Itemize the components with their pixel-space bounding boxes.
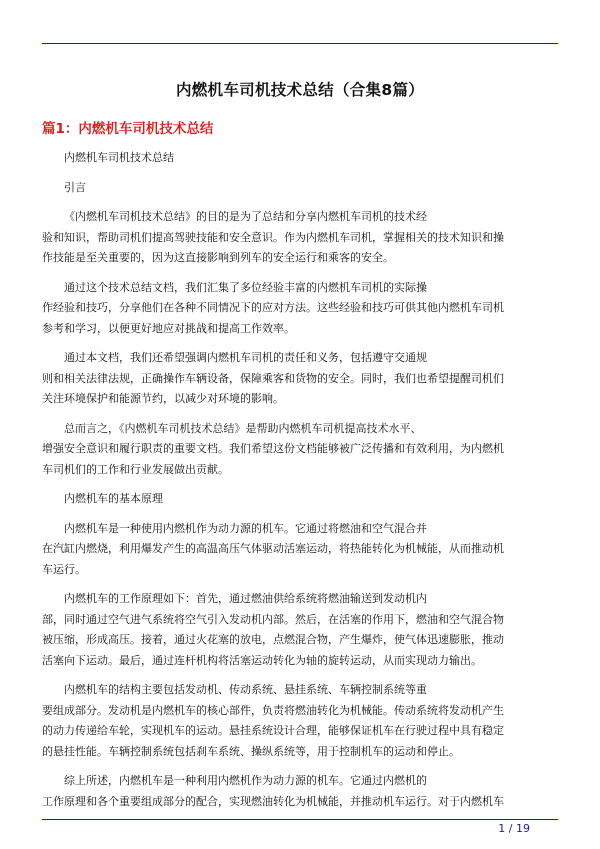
- paragraph: [42, 178, 558, 199]
- header-rule: [42, 43, 558, 44]
- paragraph-line: 的动力传递给车轮，实现机车的运动。悬挂系统设计合理，能够保证机车在行驶过程中具有稳定: [42, 724, 504, 737]
- paragraph-line: 通过这个技术总结文档，我们汇集了多位经验丰富的内燃机车司机的实际操: [64, 280, 427, 294]
- paragraph-line: 要组成部分。发动机是内燃机车的核心部件，负责将燃油转化为机械能。传动系统将发动机产生: [42, 703, 504, 717]
- paragraph-line: 增强安全意识和履行职责的重要文档。我们希望这份文档能够被广泛传播和有效利用，为内燃机: [42, 442, 504, 455]
- paragraph-line: 通过本文档，我们还希望强调内燃机车司机的责任和义务，包括遵守交通规: [64, 351, 427, 364]
- page-number: 1 / 19: [498, 822, 530, 835]
- paragraph: [42, 771, 558, 812]
- paragraph-line: 车司机们的工作和行业发展做出贡献。: [42, 462, 229, 476]
- paragraph-line: 作经验和技巧，分享他们在各种不同情况下的应对方法。这些经验和技巧可供其他内燃机车司机: [42, 301, 504, 314]
- document-title: 内燃机车司机技术总结（合集8篇）: [175, 81, 425, 99]
- paragraph: [42, 519, 558, 581]
- paragraph-line: 综上所述，内燃机车是一种利用内燃机作为动力源的机车。它通过内燃机的: [64, 774, 427, 787]
- paragraph: [42, 489, 558, 510]
- paragraph-line: 内燃机车的结构主要包括发动机、传动系统、悬挂系统、车辆控制系统等重: [64, 683, 427, 696]
- section-heading: 篇1：内燃机车司机技术总结: [42, 121, 214, 137]
- paragraph-line: 验和知识，帮助司机们提高驾驶技能和安全意识。作为内燃机车司机，掌握相关的技术知识和操: [42, 230, 504, 244]
- paragraph-line: 部，同时通过空气进气系统将空气引入发动机内部。然后，在活塞的作用下，燃油和空气混合物: [42, 612, 504, 626]
- paragraph-line: 工作原理和各个重要组成部分的配合，实现燃油转化为机械能，并推动机车运行。对于内燃机车: [42, 794, 504, 808]
- paragraph-line: 内燃机车的基本原理: [64, 492, 163, 505]
- paragraph-line: 引言: [64, 180, 86, 194]
- paragraph-line: 内燃机车是一种使用内燃机作为动力源的机车。它通过将燃油和空气混合并: [64, 521, 427, 535]
- paragraph-line: 被压缩，形成高压。接着，通过火花塞的放电，点燃混合物，产生爆炸，使气体迅速膨胀，推动: [42, 633, 504, 646]
- document-body: [42, 148, 558, 821]
- paragraph: [42, 207, 558, 269]
- paragraph-line: 参考和学习，以便更好地应对挑战和提高工作效率。: [42, 321, 295, 335]
- paragraph-line: 作技能是至关重要的，因为这直接影响到列车的安全运行和乘客的安全。: [42, 251, 394, 264]
- paragraph-line: 内燃机车司机技术总结: [64, 151, 174, 164]
- paragraph: [42, 589, 558, 671]
- paragraph-line: 则和相关法律法规，正确操作车辆设备，保障乘客和货物的安全。同时，我们也希望提醒司机们: [42, 371, 504, 385]
- paragraph-line: 车运行。: [42, 562, 86, 576]
- paragraph-line: 总而言之，《内燃机车司机技术总结》是帮助内燃机车司机提高技术水平、: [64, 421, 422, 435]
- paragraph-line: 在汽缸内燃烧，利用爆发产生的高温高压气体驱动活塞运动，将热能转化为机械能，从而推动机: [42, 542, 504, 555]
- paragraph-line: 的悬挂性能。车辆控制系统包括刹车系统、操纵系统等，用于控制机车的运动和停止。: [42, 744, 460, 758]
- paragraph-line: 活塞向下运动。最后，通过连杆机构将活塞运动转化为轴的旋转运动，从而实现动力输出。: [42, 653, 482, 667]
- paragraph-line: 《内燃机车司机技术总结》的目的是为了总结和分享内燃机车司机的技术经: [64, 210, 427, 223]
- paragraph: [42, 348, 558, 410]
- paragraph: [42, 680, 558, 762]
- paragraph-line: 内燃机车的工作原理如下：首先，通过燃油供给系统将燃油输送到发动机内: [64, 592, 427, 605]
- footer-rule: [42, 819, 558, 820]
- paragraph: [42, 419, 558, 481]
- paragraph: [42, 148, 558, 169]
- paragraph: [42, 278, 558, 340]
- paragraph-line: 关注环境保护和能源节约，以减少对环境的影响。: [42, 392, 284, 405]
